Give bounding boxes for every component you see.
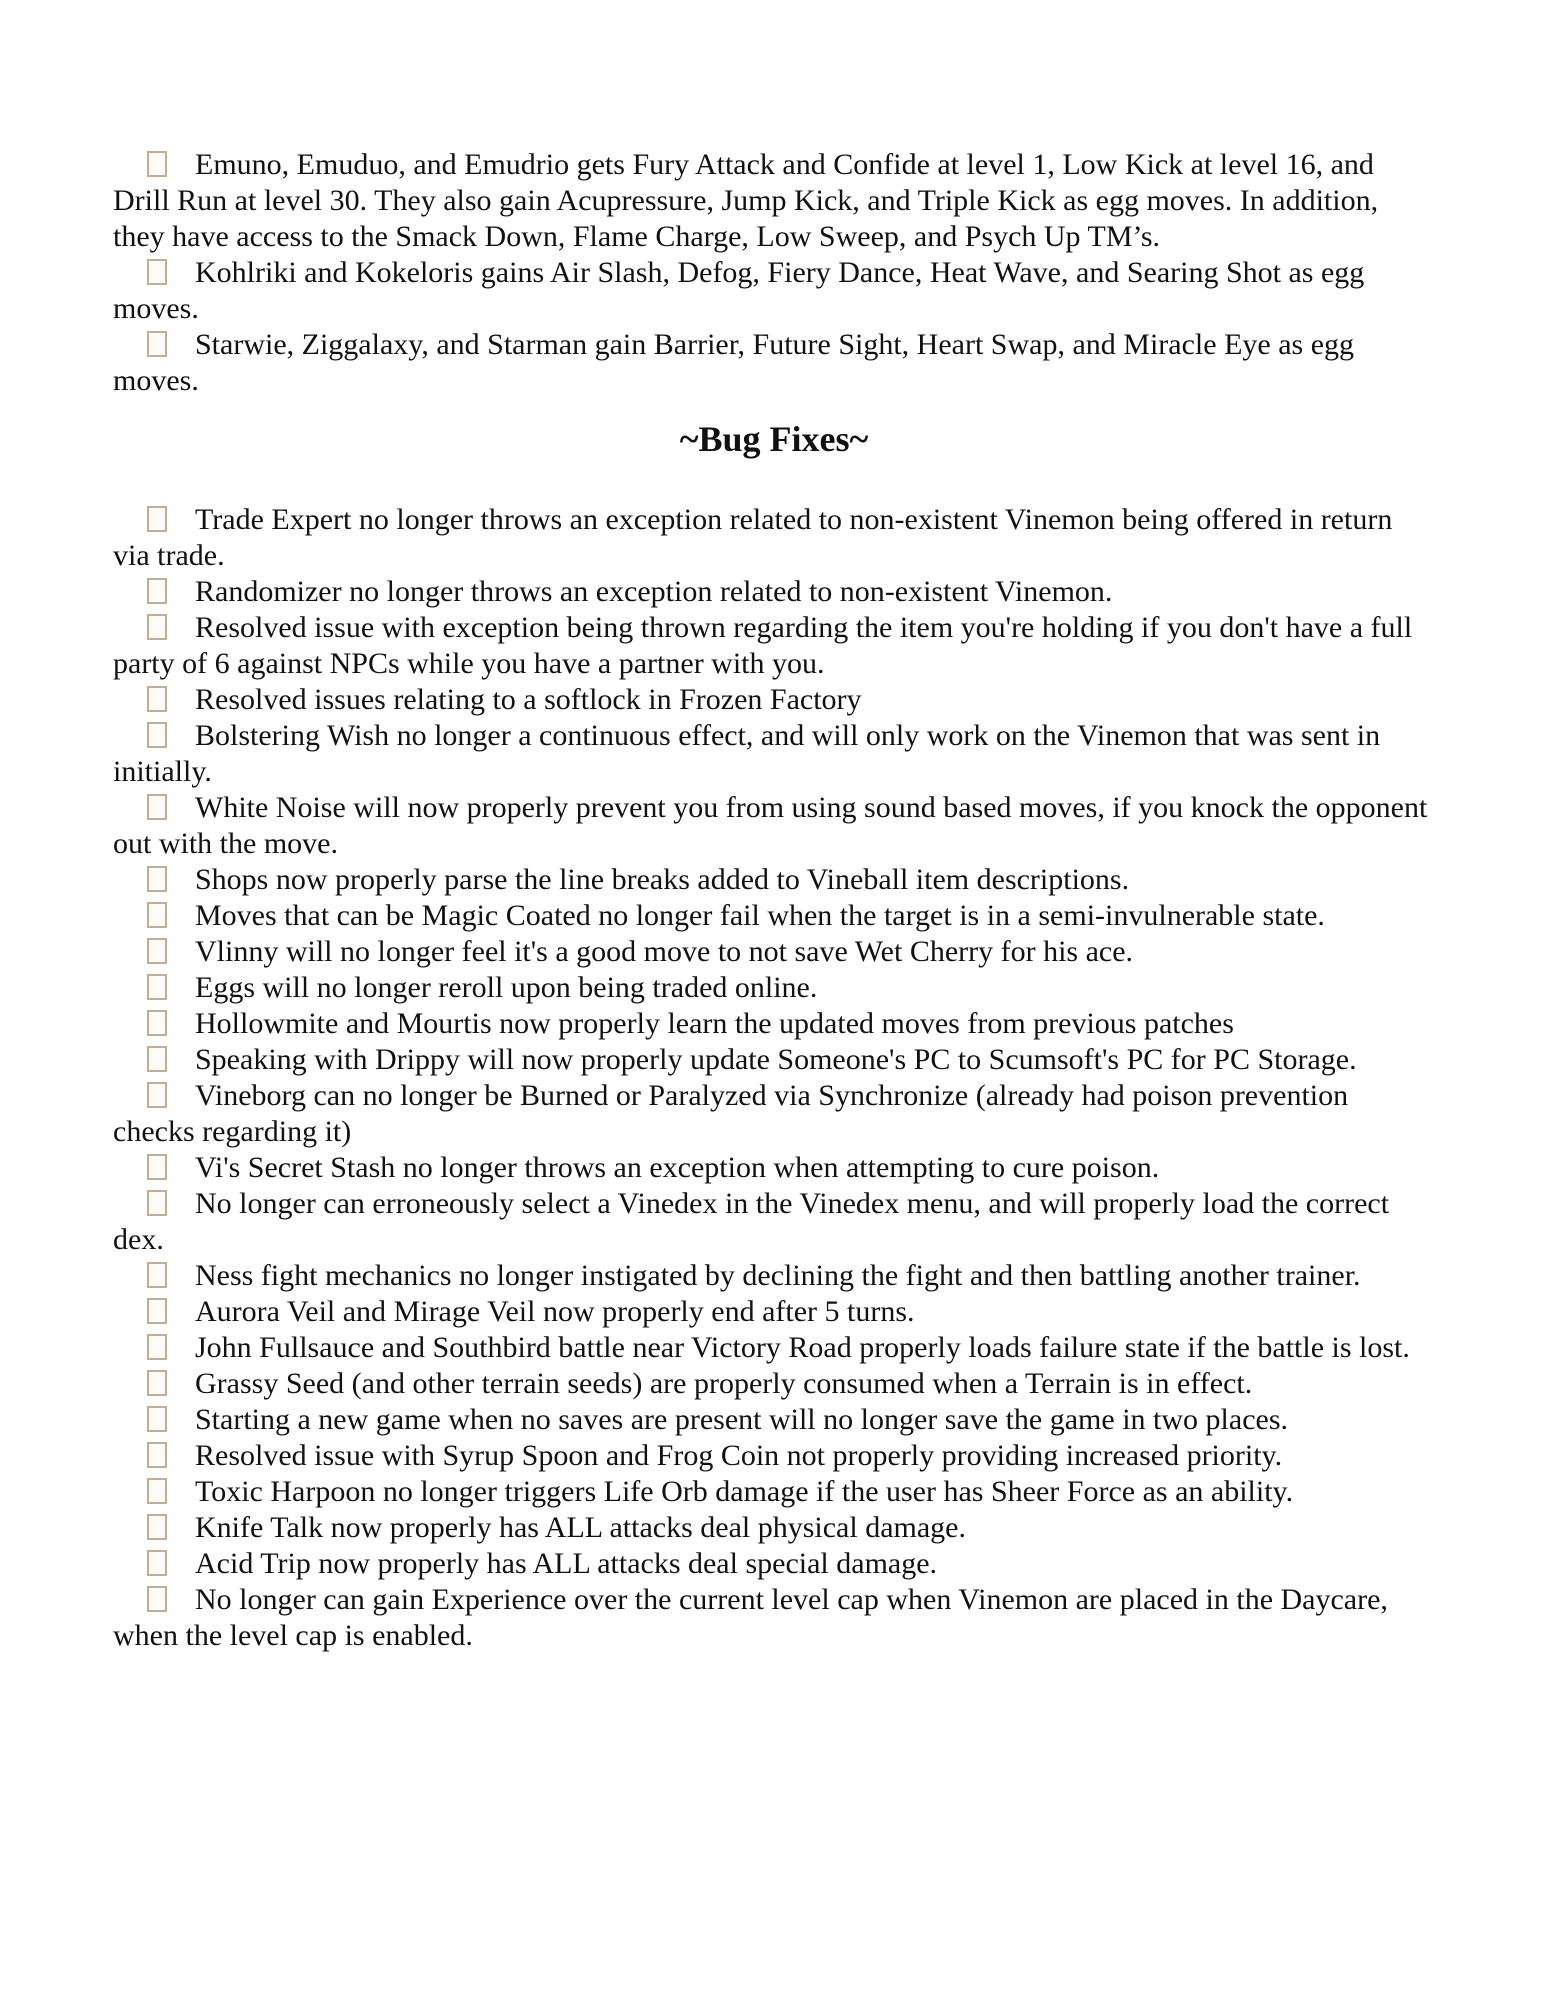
list-item [113,502,1435,574]
list-item [113,1582,1435,1654]
egg-moves-list [113,147,1435,399]
list-item-text: Kohlriki and Kokeloris gains Air Slash, Defog, Fiery Dance, Heat Wave, and Searing Shot as egg moves. [113,256,1365,325]
checkbox-bullet-icon [147,578,167,604]
list-item-text: White Noise will now properly prevent you from using sound based moves, if you knock the opponent out with the move. [113,791,1428,860]
list-item [113,934,1435,970]
list-item-text: Vi's Secret Stash no longer throws an exception when attempting to cure poison. [195,1151,1160,1184]
checkbox-bullet-icon [147,1298,167,1324]
list-item [113,1510,1435,1546]
list-item [113,1546,1435,1582]
list-item [113,1402,1435,1438]
list-item [113,1474,1435,1510]
list-item-text: Hollowmite and Mourtis now properly learn the updated moves from previous patches [195,1007,1234,1040]
list-item-text: Trade Expert no longer throws an exception related to non-existent Vinemon being offered in return via trade. [113,503,1393,572]
list-item-text: Acid Trip now properly has ALL attacks deal special damage. [195,1547,938,1580]
checkbox-bullet-icon [147,1442,167,1468]
list-item [113,970,1435,1006]
list-item [113,682,1435,718]
checkbox-bullet-icon [147,331,167,357]
checkbox-bullet-icon [147,722,167,748]
list-item-text: Randomizer no longer throws an exception related to non-existent Vinemon. [195,575,1113,608]
list-item-text: Emuno, Emuduo, and Emudrio gets Fury Attack and Confide at level 1, Low Kick at level 16, and Drill Run at level 30. They also gain Acupressure, Jump Kick, and Triple Kick as egg moves. In addition, they have access to the Smack Down, Flame Charge, Low Sweep, and Psych Up TM’s. [113,148,1379,253]
checkbox-bullet-icon [147,1550,167,1576]
checkbox-bullet-icon [147,974,167,1000]
list-item-text: Resolved issue with Syrup Spoon and Frog Coin not properly providing increased priority. [195,1439,1283,1472]
checkbox-bullet-icon [147,1406,167,1432]
list-item [113,1150,1435,1186]
checkbox-bullet-icon [147,1334,167,1360]
list-item [113,255,1435,327]
list-item-text: No longer can gain Experience over the current level cap when Vinemon are placed in the Daycare, when the level cap is enabled. [113,1583,1388,1652]
checkbox-bullet-icon [147,614,167,640]
list-item [113,147,1435,255]
checkbox-bullet-icon [147,151,167,177]
list-item [113,790,1435,862]
list-item [113,610,1435,682]
list-item [113,1078,1435,1150]
checkbox-bullet-icon [147,1262,167,1288]
list-item [113,1366,1435,1402]
list-item-text: Toxic Harpoon no longer triggers Life Orb damage if the user has Sheer Force as an ability. [195,1475,1294,1508]
list-item-text: Bolstering Wish no longer a continuous effect, and will only work on the Vinemon that was sent in initially. [113,719,1381,788]
list-item [113,1186,1435,1258]
list-item-text: Resolved issue with exception being thrown regarding the item you're holding if you don't have a full party of 6 against NPCs while you have a partner with you. [113,611,1413,680]
list-item [113,1294,1435,1330]
list-item-text: Resolved issues relating to a softlock in Frozen Factory [195,683,862,716]
list-item [113,327,1435,399]
list-item-text: Speaking with Drippy will now properly update Someone's PC to Scumsoft's PC for PC Storage. [195,1043,1357,1076]
list-item-text: Eggs will no longer reroll upon being traded online. [195,971,818,1004]
list-item [113,1258,1435,1294]
list-item [113,1330,1435,1366]
list-item-text: Grassy Seed (and other terrain seeds) are properly consumed when a Terrain is in effect. [195,1367,1253,1400]
list-item-text: Moves that can be Magic Coated no longer fail when the target is in a semi-invulnerable state. [195,899,1325,932]
list-item-text: Vlinny will no longer feel it's a good move to not save Wet Cherry for his ace. [195,935,1134,968]
list-item-text: Starwie, Ziggalaxy, and Starman gain Barrier, Future Sight, Heart Swap, and Miracle Eye as egg moves. [113,328,1355,397]
checkbox-bullet-icon [147,1046,167,1072]
checkbox-bullet-icon [147,938,167,964]
checkbox-bullet-icon [147,506,167,532]
list-item-text: Starting a new game when no saves are present will no longer save the game in two places. [195,1403,1288,1436]
checkbox-bullet-icon [147,794,167,820]
checkbox-bullet-icon [147,1082,167,1108]
list-item-text: John Fullsauce and Southbird battle near Victory Road properly loads failure state if the battle is lost. [195,1331,1410,1364]
checkbox-bullet-icon [147,1370,167,1396]
section-heading-bug-fixes: ~Bug Fixes~ [679,419,869,459]
checkbox-bullet-icon [147,1586,167,1612]
list-item [113,1006,1435,1042]
list-item [113,1438,1435,1474]
checkbox-bullet-icon [147,1010,167,1036]
list-item [113,718,1435,790]
checkbox-bullet-icon [147,1478,167,1504]
checkbox-bullet-icon [147,1154,167,1180]
list-item-text: Vineborg can no longer be Burned or Paralyzed via Synchronize (already had poison prevention checks regarding it) [113,1079,1349,1148]
bug-fixes-list [113,502,1435,1654]
list-item-text: Ness fight mechanics no longer instigated by declining the fight and then battling another trainer. [195,1259,1361,1292]
list-item [113,862,1435,898]
list-item [113,1042,1435,1078]
checkbox-bullet-icon [147,1514,167,1540]
list-item [113,574,1435,610]
list-item-text: Knife Talk now properly has ALL attacks deal physical damage. [195,1511,966,1544]
checkbox-bullet-icon [147,1190,167,1216]
list-item [113,898,1435,934]
checkbox-bullet-icon [147,686,167,712]
list-item-text: Aurora Veil and Mirage Veil now properly end after 5 turns. [195,1295,915,1328]
checkbox-bullet-icon [147,902,167,928]
list-item-text: No longer can erroneously select a Vinedex in the Vinedex menu, and will properly load the correct dex. [113,1187,1390,1256]
checkbox-bullet-icon [147,259,167,285]
list-item-text: Shops now properly parse the line breaks added to Vineball item descriptions. [195,863,1130,896]
checkbox-bullet-icon [147,866,167,892]
